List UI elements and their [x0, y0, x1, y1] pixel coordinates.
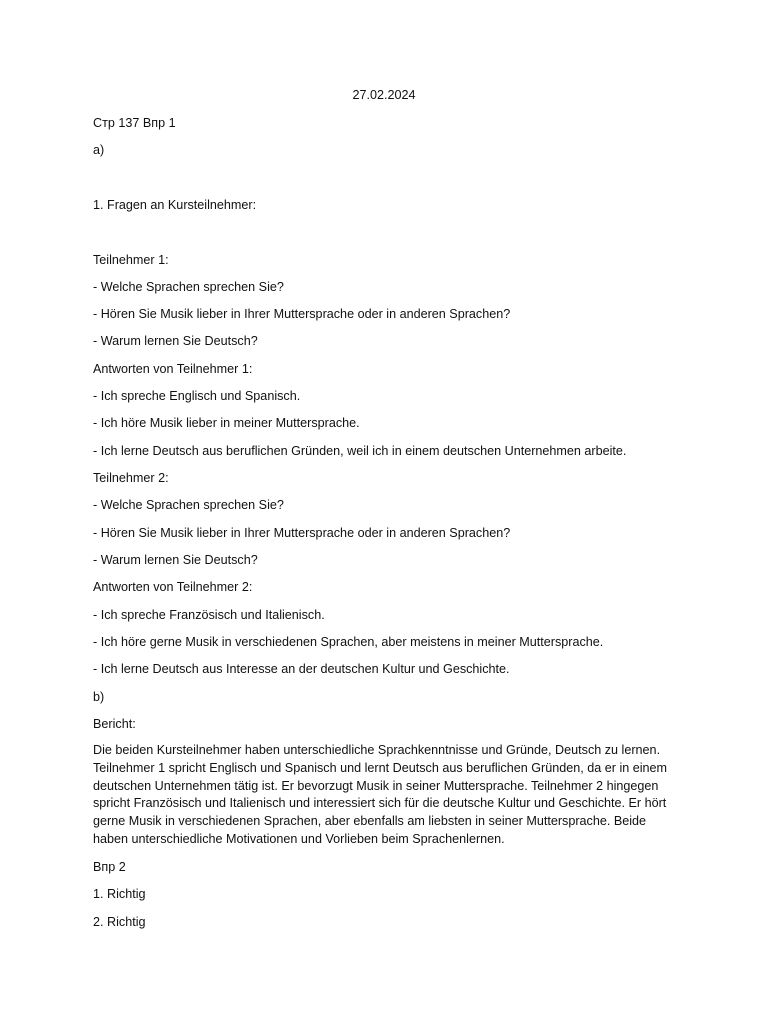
report-paragraph: Die beiden Kursteilnehmer haben unterschiedliche Sprachkenntnisse und Gründe, Deutsch zu lernen. Teilnehmer 1 spricht Englisch und Spanisch und lernt Deutsch aus beruflichen Gründen, da er in einem deutschen Unternehmen tätig ist. Er bevorzugt Musik in seiner Muttersprache. Teilnehmer 2 hingegen spricht Französisch und Italienisch und interessiert sich für die deutsche Kultur und Geschichte. Er hört gerne Musik in verschiedenen Sprachen, aber ebenfalls am liebsten in seiner Muttersprache. Beide haben unterschiedliche Motivationen und Vorlieben beim Sprachenlernen. — [93, 743, 668, 846]
participant-1-heading: Teilnehmer 1: — [93, 253, 169, 267]
answer-line: - Ich höre Musik lieber in meiner Muttersprache. — [93, 416, 360, 430]
question-line: - Hören Sie Musik lieber in Ihrer Muttersprache oder in anderen Sprachen? — [93, 307, 511, 321]
question-line: - Warum lernen Sie Deutsch? — [93, 553, 258, 567]
answer-line: - Ich lerne Deutsch aus beruflichen Gründen, weil ich in einem deutschen Unternehmen arbeite. — [93, 444, 627, 458]
exercise-2-heading: Впр 2 — [93, 860, 126, 874]
section-a-label: a) — [93, 143, 105, 157]
section-b-label: b) — [93, 690, 105, 704]
answer-line: - Ich spreche Englisch und Spanisch. — [93, 389, 301, 403]
answer-line: - Ich spreche Französisch und Italienisch. — [93, 608, 325, 622]
answers-1-heading: Antworten von Teilnehmer 1: — [93, 362, 253, 376]
questions-heading: 1. Fragen an Kursteilnehmer: — [93, 198, 257, 212]
answer-line: - Ich lerne Deutsch aus Interesse an der deutschen Kultur und Geschichte. — [93, 662, 510, 676]
answers-2-heading: Antworten von Teilnehmer 2: — [93, 580, 253, 594]
question-line: - Welche Sprachen sprechen Sie? — [93, 280, 284, 294]
question-line: - Hören Sie Musik lieber in Ihrer Muttersprache oder in anderen Sprachen? — [93, 526, 511, 540]
answer-item: 1. Richtig — [93, 887, 146, 901]
question-line: - Welche Sprachen sprechen Sie? — [93, 498, 284, 512]
answer-line: - Ich höre gerne Musik in verschiedenen Sprachen, aber meistens in meiner Muttersprache. — [93, 635, 604, 649]
answer-item: 2. Richtig — [93, 915, 146, 929]
exercise-heading: Стр 137 Впр 1 — [93, 116, 176, 130]
report-heading: Bericht: — [93, 717, 136, 731]
participant-2-heading: Teilnehmer 2: — [93, 471, 169, 485]
question-line: - Warum lernen Sie Deutsch? — [93, 334, 258, 348]
date-header: 27.02.2024 — [352, 88, 416, 102]
